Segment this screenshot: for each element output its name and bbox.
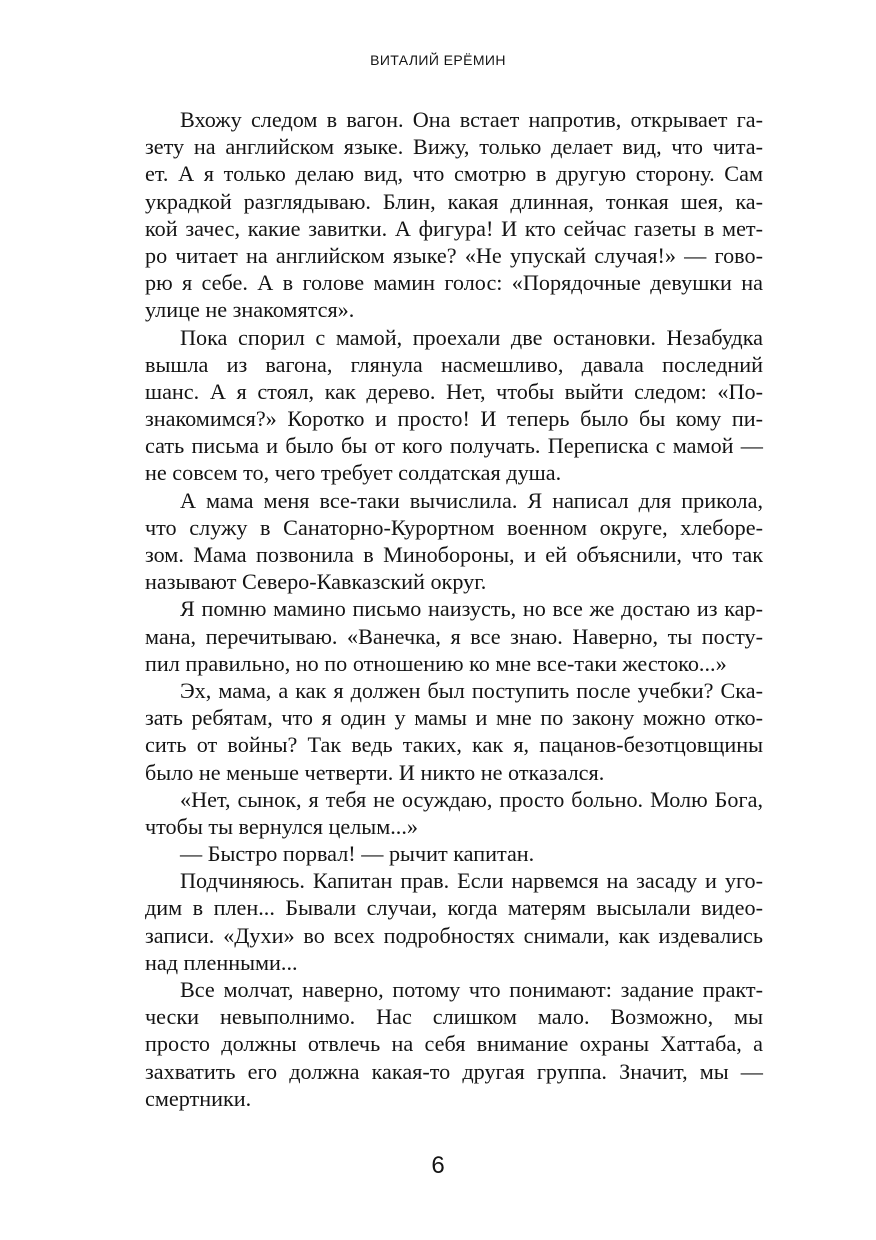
text-line: Я помню мамино письмо наизусть, но все же достаю из кар-: [180, 596, 763, 622]
text-line: ро читает на английском языке? «Не упускай случая!» — гово-: [145, 242, 763, 268]
text-line: чтобы ты вернулся целым...»: [145, 813, 418, 839]
text-line: ет. А я только делаю вид, что смотрю в другую сторону. Сам: [145, 161, 763, 187]
text-line: зать ребятам, что я один у мамы и мне по закону можно отко-: [145, 705, 763, 731]
text-line: сать письма и было бы от кого получать. Переписка с мамой —: [145, 433, 763, 459]
text-line: знакомимся?» Коротко и просто! И теперь было бы кому пи-: [145, 406, 763, 432]
text-line: мана, перечитываю. «Ванечка, я все знаю. Наверно, ты посту-: [145, 623, 763, 649]
paragraph: [145, 786, 763, 840]
text-line: просто должны отвлечь на себя внимание охраны Хаттаба, а: [145, 1031, 763, 1057]
text-line: — Быстро порвал! — рычит капитан.: [180, 841, 535, 867]
paragraph: [145, 976, 763, 1112]
text-line: называют Северо-Кавказский округ.: [145, 569, 487, 595]
text-line: сить от войны? Так ведь таких, как я, пацанов-безотцовщины: [145, 732, 763, 758]
text-line: Вхожу следом в вагон. Она встает напротив, открывает га-: [180, 107, 763, 132]
text-line: украдкой разглядываю. Блин, какая длинная, тонкая шея, ка-: [145, 188, 763, 214]
text-line: что служу в Санаторно-Курортном военном округе, хлеборе-: [145, 514, 763, 540]
text-line: Подчиняюсь. Капитан прав. Если нарвемся на засаду и уго-: [180, 868, 763, 894]
text-line: шанс. А я стоял, как дерево. Нет, чтобы выйти следом: «По-: [145, 378, 763, 404]
text-line: вышла из вагона, глянула насмешливо, давала последний: [145, 351, 763, 377]
paragraph: [145, 595, 763, 677]
running-head: ВИТАЛИЙ ЕРЁМИН: [370, 52, 506, 68]
text-line: чески невыполнимо. Нас слишком мало. Возможно, мы: [145, 1004, 763, 1030]
paragraph: [145, 840, 763, 867]
text-line: захватить его должна какая-то другая группа. Значит, мы —: [145, 1058, 763, 1084]
paragraph: [145, 867, 763, 976]
body-text: [145, 106, 763, 1112]
text-line: улице не знакомятся».: [145, 297, 355, 323]
text-line: не совсем то, чего требует солдатская душа.: [145, 460, 562, 486]
text-line: кой зачес, какие завитки. А фигура! И кто сейчас газеты в мет-: [145, 215, 763, 241]
text-line: над пленными...: [145, 949, 298, 975]
text-line: смертники.: [145, 1085, 252, 1111]
text-line: рю я себе. А в голове мамин голос: «Порядочные девушки на: [145, 270, 763, 296]
text-line: Эх, мама, а как я должен был поступить после учебки? Ска-: [180, 677, 763, 703]
text-line: зом. Мама позвонила в Минобороны, и ей объяснили, что так: [145, 542, 763, 567]
text-line: было не меньше четверти. И никто не отказался.: [145, 759, 605, 785]
text-line: Пока спорил с мамой, проехали две остановки. Незабудка: [180, 324, 763, 350]
text-line: Все молчат, наверно, потому что понимают: задание практ-: [180, 977, 763, 1002]
paragraph: [145, 324, 763, 487]
text-line: А мама меня все-таки вычислила. Я написал для прикола,: [180, 487, 763, 513]
paragraph: [145, 487, 763, 596]
text-line: «Нет, сынок, я тебя не осуждаю, просто больно. Молю Бога,: [180, 786, 763, 812]
text-line: дим в плен... Бывали случаи, когда матерям высылали видео-: [145, 895, 763, 921]
text-line: пил правильно, но по отношению ко мне все-таки жестоко...»: [145, 650, 727, 676]
text-line: зету на английском языке. Вижу, только делает вид, что чита-: [145, 134, 763, 160]
paragraph: [145, 677, 763, 786]
page-number: 6: [431, 1152, 445, 1179]
text-line: записи. «Духи» во всех подробностях снимали, как издевались: [145, 922, 763, 948]
paragraph: [145, 106, 763, 324]
